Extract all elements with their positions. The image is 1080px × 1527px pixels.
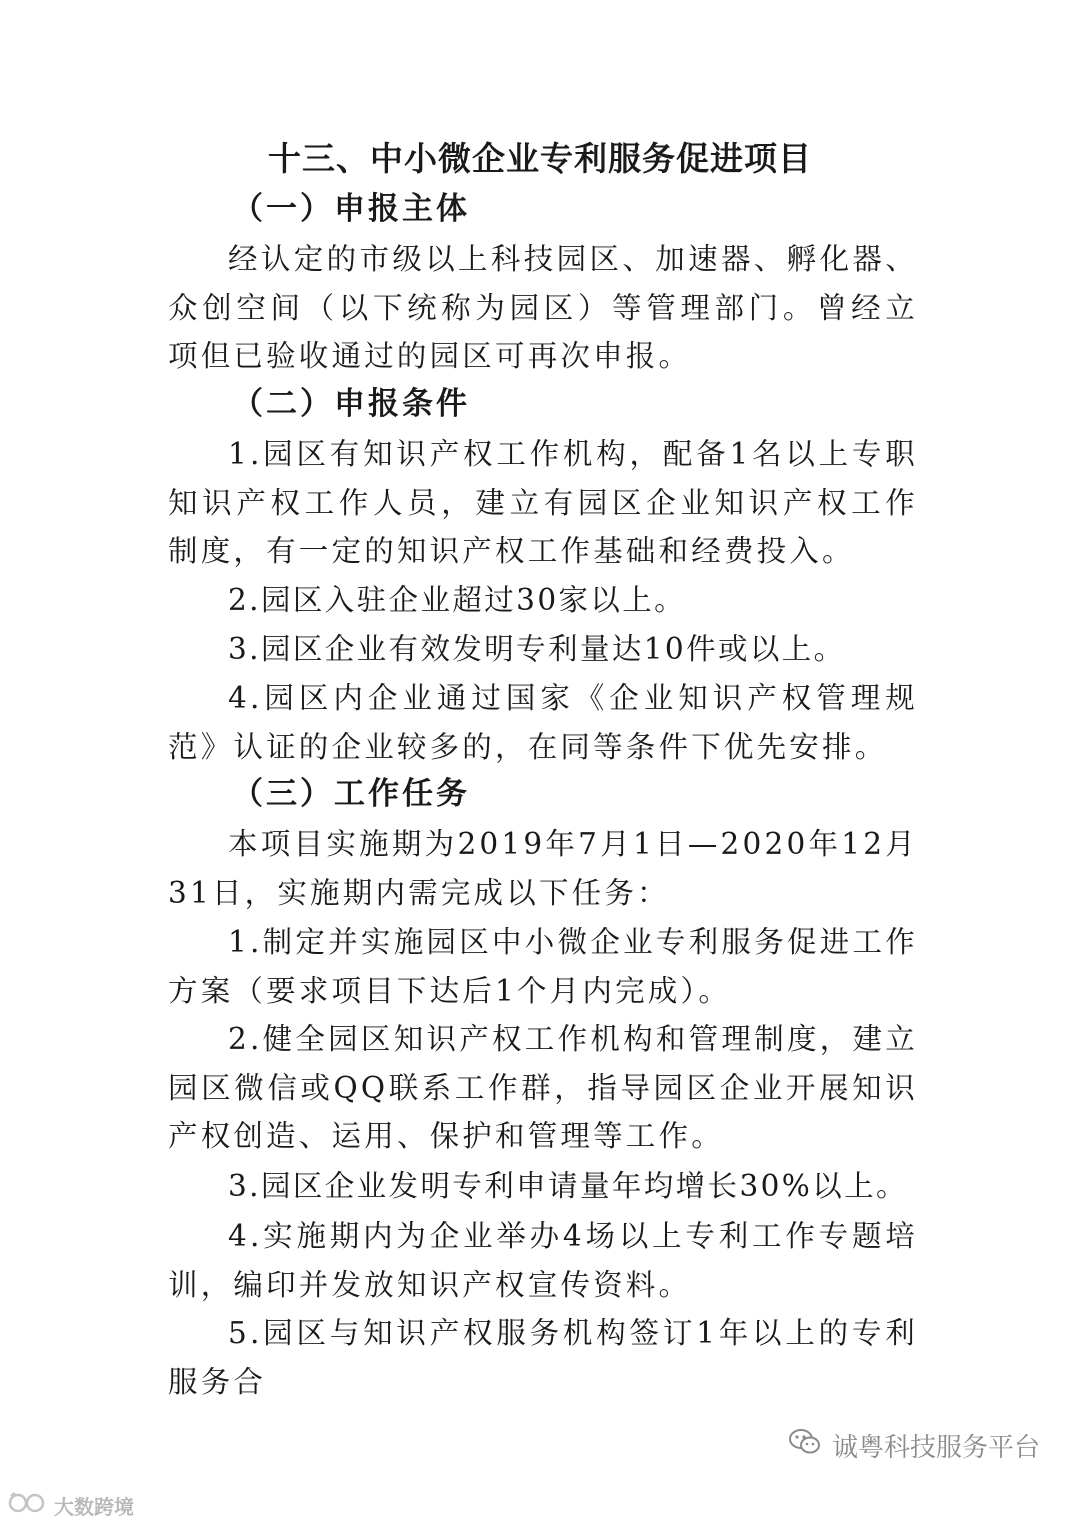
paragraph-applicant: 经认定的市级以上科技园区、加速器、孵化器、众创空间（以下统称为园区）等管理部门。曾经立项但已验收通过的园区可再次申报。 bbox=[168, 242, 918, 373]
watermark-left-text: 大数跨境 bbox=[54, 1494, 134, 1519]
watermark-right bbox=[788, 1425, 1040, 1465]
paragraph-condition-2: 2.园区入驻企业超过30家以上。 bbox=[228, 583, 687, 617]
section-heading-2: （二）申报条件 bbox=[232, 386, 470, 422]
paragraph-condition-4: 4.园区内企业通过国家《企业知识产权管理规范》认证的企业较多的，在同等条件下优先安排。 bbox=[168, 681, 918, 764]
paragraph-task-1: 1.制定并实施园区中小微企业专利服务促进工作方案（要求项目下达后1个月内完成）。 bbox=[168, 925, 918, 1008]
watermark-left bbox=[8, 1490, 134, 1520]
logo-icon bbox=[8, 1492, 48, 1519]
paragraph-task-3: 3.园区企业发明专利申请量年均增长30%以上。 bbox=[228, 1169, 908, 1203]
paragraph-condition-1: 1.园区有知识产权工作机构，配备1名以上专职知识产权工作人员，建立有园区企业知识产权工作制度，有一定的知识产权工作基础和经费投入。 bbox=[168, 437, 918, 568]
paragraph-task-5: 5.园区与知识产权服务机构签订1年以上的专利服务合 bbox=[168, 1316, 918, 1399]
section-heading-3: （三）工作任务 bbox=[232, 776, 470, 812]
watermark-right-text: 诚粤科技服务平台 bbox=[831, 1432, 1040, 1463]
page-title: 十三、中小微企业专利服务促进项目 bbox=[268, 139, 812, 178]
paragraph-task-intro: 本项目实施期为2019年7月1日—2020年12月31日，实施期内需完成以下任务： bbox=[168, 827, 918, 910]
paragraph-task-4: 4.实施期内为企业举办4场以上专利工作专题培训，编印并发放知识产权宣传资料。 bbox=[168, 1219, 918, 1302]
paragraph-task-2: 2.健全园区知识产权工作机构和管理制度，建立园区微信或QQ联系工作群，指导园区企业开展知识产权创造、运用、保护和管理等工作。 bbox=[168, 1022, 918, 1153]
paragraph-condition-3: 3.园区企业有效发明专利量达10件或以上。 bbox=[228, 632, 846, 666]
wechat-icon bbox=[788, 1428, 822, 1463]
section-heading-1: （一）申报主体 bbox=[232, 191, 470, 227]
